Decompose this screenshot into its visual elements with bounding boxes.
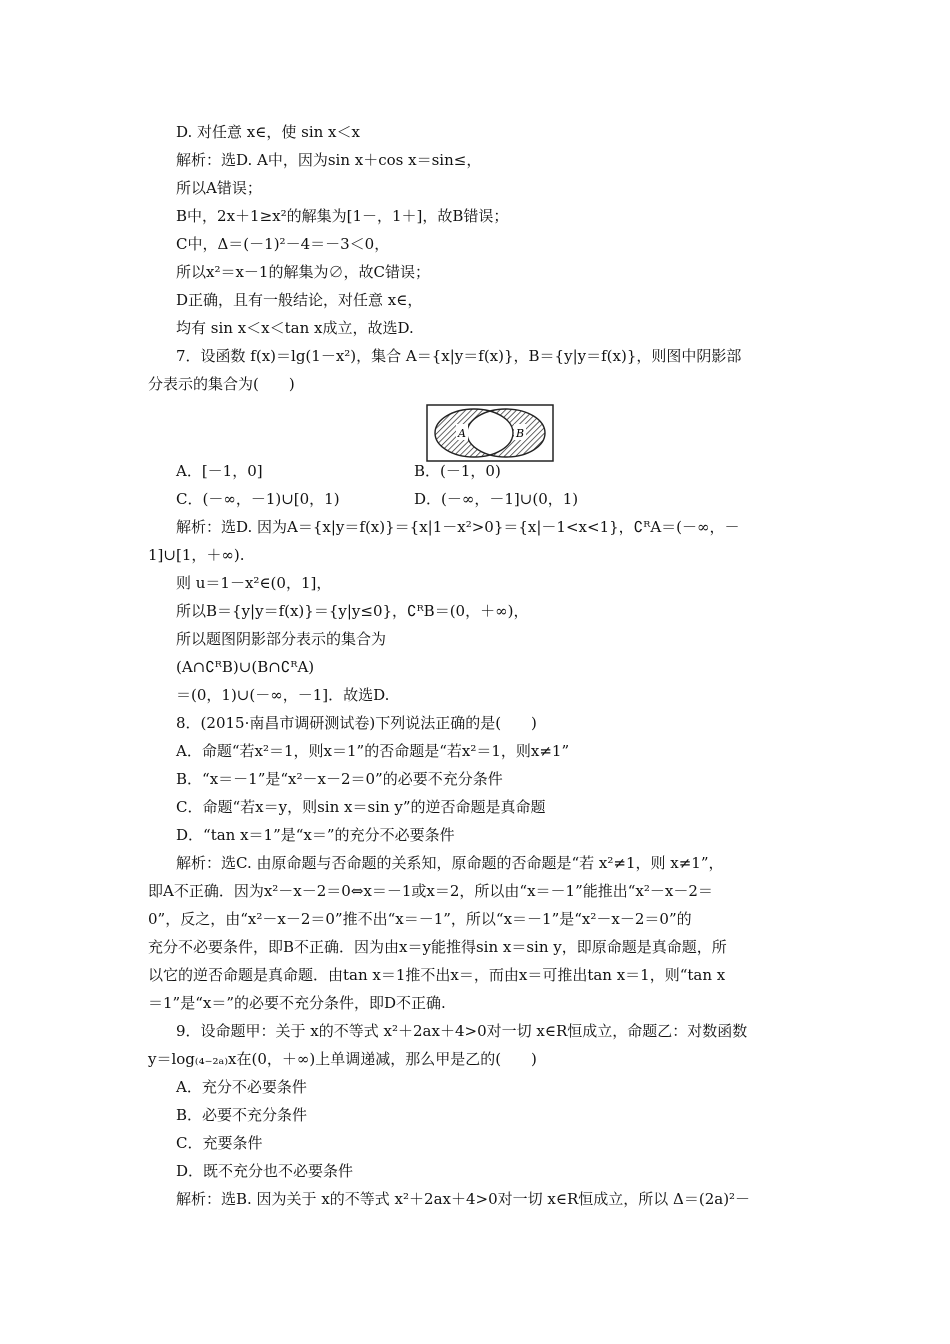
- set-b-label: B: [515, 427, 525, 440]
- option-d: D．既不充分也不必要条件: [176, 1162, 354, 1180]
- text-line: 所以x²＝x－1的解集为∅，故C错误；: [176, 263, 430, 281]
- question-8-stem: 8．(2015·南昌市调研测试卷)下列说法正确的是( ): [176, 714, 537, 732]
- text-line: 解析：选C. 由原命题与否命题的关系知，原命题的否命题是“若 x²≠1，则 x≠1”，: [176, 854, 724, 872]
- option-c: C．充要条件: [176, 1134, 263, 1152]
- option-d: D．(－∞，－1]∪(0，1): [414, 490, 579, 508]
- question-7-stem: 7．设函数 f(x)＝lg(1－x²)，集合 A＝{x|y＝f(x)}，B＝{y|y＝f(x)}，则图中阴影部: [176, 347, 742, 365]
- option-d: D．“tan x＝1”是“x＝”的充分不必要条件: [176, 826, 455, 844]
- venn-diagram: [426, 404, 554, 462]
- option-a: A．命题“若x²＝1，则x＝1”的否命题是“若x²＝1，则x≠1”: [176, 742, 570, 760]
- text-line: 充分不必要条件，即B不正确．因为由x＝y能推得sin x＝sin y，即原命题是真命题，所: [148, 938, 727, 956]
- option-c: C．命题“若x＝y，则sin x＝sin y”的逆否命题是真命题: [176, 798, 546, 816]
- question-9-stem-cont: y＝log₍₄₋₂ₐ₎x在(0，＋∞)上单调递减，那么甲是乙的( ): [148, 1050, 537, 1068]
- option-b: B．“x＝－1”是“x²－x－2＝0”的必要不充分条件: [176, 770, 503, 788]
- text-line: ＝(0，1)∪(－∞，－1]．故选D.: [176, 686, 390, 704]
- question-7-stem-cont: 分表示的集合为( ): [148, 375, 295, 393]
- option-c: C．(－∞，－1)∪[0，1): [176, 490, 340, 508]
- question-9-stem: 9．设命题甲：关于 x的不等式 x²＋2ax＋4>0对一切 x∈R恒成立，命题乙：对数函数: [176, 1022, 748, 1040]
- option-a: A．[－1，0]: [176, 462, 263, 480]
- text-line: 解析：选D. A中，因为sin x＋cos x＝sin≤，: [176, 151, 482, 169]
- text-line: 1]∪[1，＋∞).: [148, 546, 245, 564]
- option-a: A．充分不必要条件: [176, 1078, 307, 1096]
- text-line: 解析：选B. 因为关于 x的不等式 x²＋2ax＋4>0对一切 x∈R恒成立，所以 Δ＝(2a)²－: [176, 1190, 751, 1208]
- text-line: (A∩∁ᴿB)∪(B∩∁ᴿA): [176, 658, 315, 676]
- text-line: ＝1”是“x＝”的必要不充分条件，即D不正确.: [148, 994, 446, 1012]
- text-line: 所以A错误；: [176, 179, 262, 197]
- option-b: B．必要不充分条件: [176, 1106, 308, 1124]
- text-line: B中，2x＋1≥x²的解集为[1－，1＋]，故B错误；: [176, 207, 509, 225]
- text-line: 均有 sin x＜x＜tan x成立，故选D.: [176, 319, 414, 337]
- text-line: 以它的逆否命题是真命题．由tan x＝1推不出x＝，而由x＝可推出tan x＝1，则“tan x: [148, 966, 726, 984]
- text-line: 解析：选D. 因为A＝{x|y＝f(x)}＝{x|1－x²>0}＝{x|－1<x<1}，∁ᴿA＝(－∞，－: [176, 518, 740, 536]
- text-line: 所以B＝{y|y＝f(x)}＝{y|y≤0}，∁ᴿB＝(0，＋∞)，: [176, 602, 529, 620]
- option-b: B．(－1，0): [414, 462, 501, 480]
- set-a-label: A: [458, 427, 466, 440]
- text-line: C中，Δ＝(－1)²－4＝－3＜0，: [176, 235, 390, 253]
- text-line: D正确，且有一般结论，对任意 x∈，: [176, 291, 423, 309]
- text-line: 所以题图阴影部分表示的集合为: [176, 630, 387, 648]
- text-line: 即A不正确．因为x²－x－2＝0⇔x＝－1或x＝2，所以由“x＝－1”能推出“x²－x－2＝: [148, 882, 713, 900]
- text-line: 0”，反之，由“x²－x－2＝0”推不出“x＝－1”，所以“x＝－1”是“x²－x－2＝0”的: [148, 910, 692, 928]
- text-line: D. 对任意 x∈，使 sin x＜x: [176, 123, 360, 141]
- text-line: 则 u＝1－x²∈(0，1]，: [176, 574, 332, 592]
